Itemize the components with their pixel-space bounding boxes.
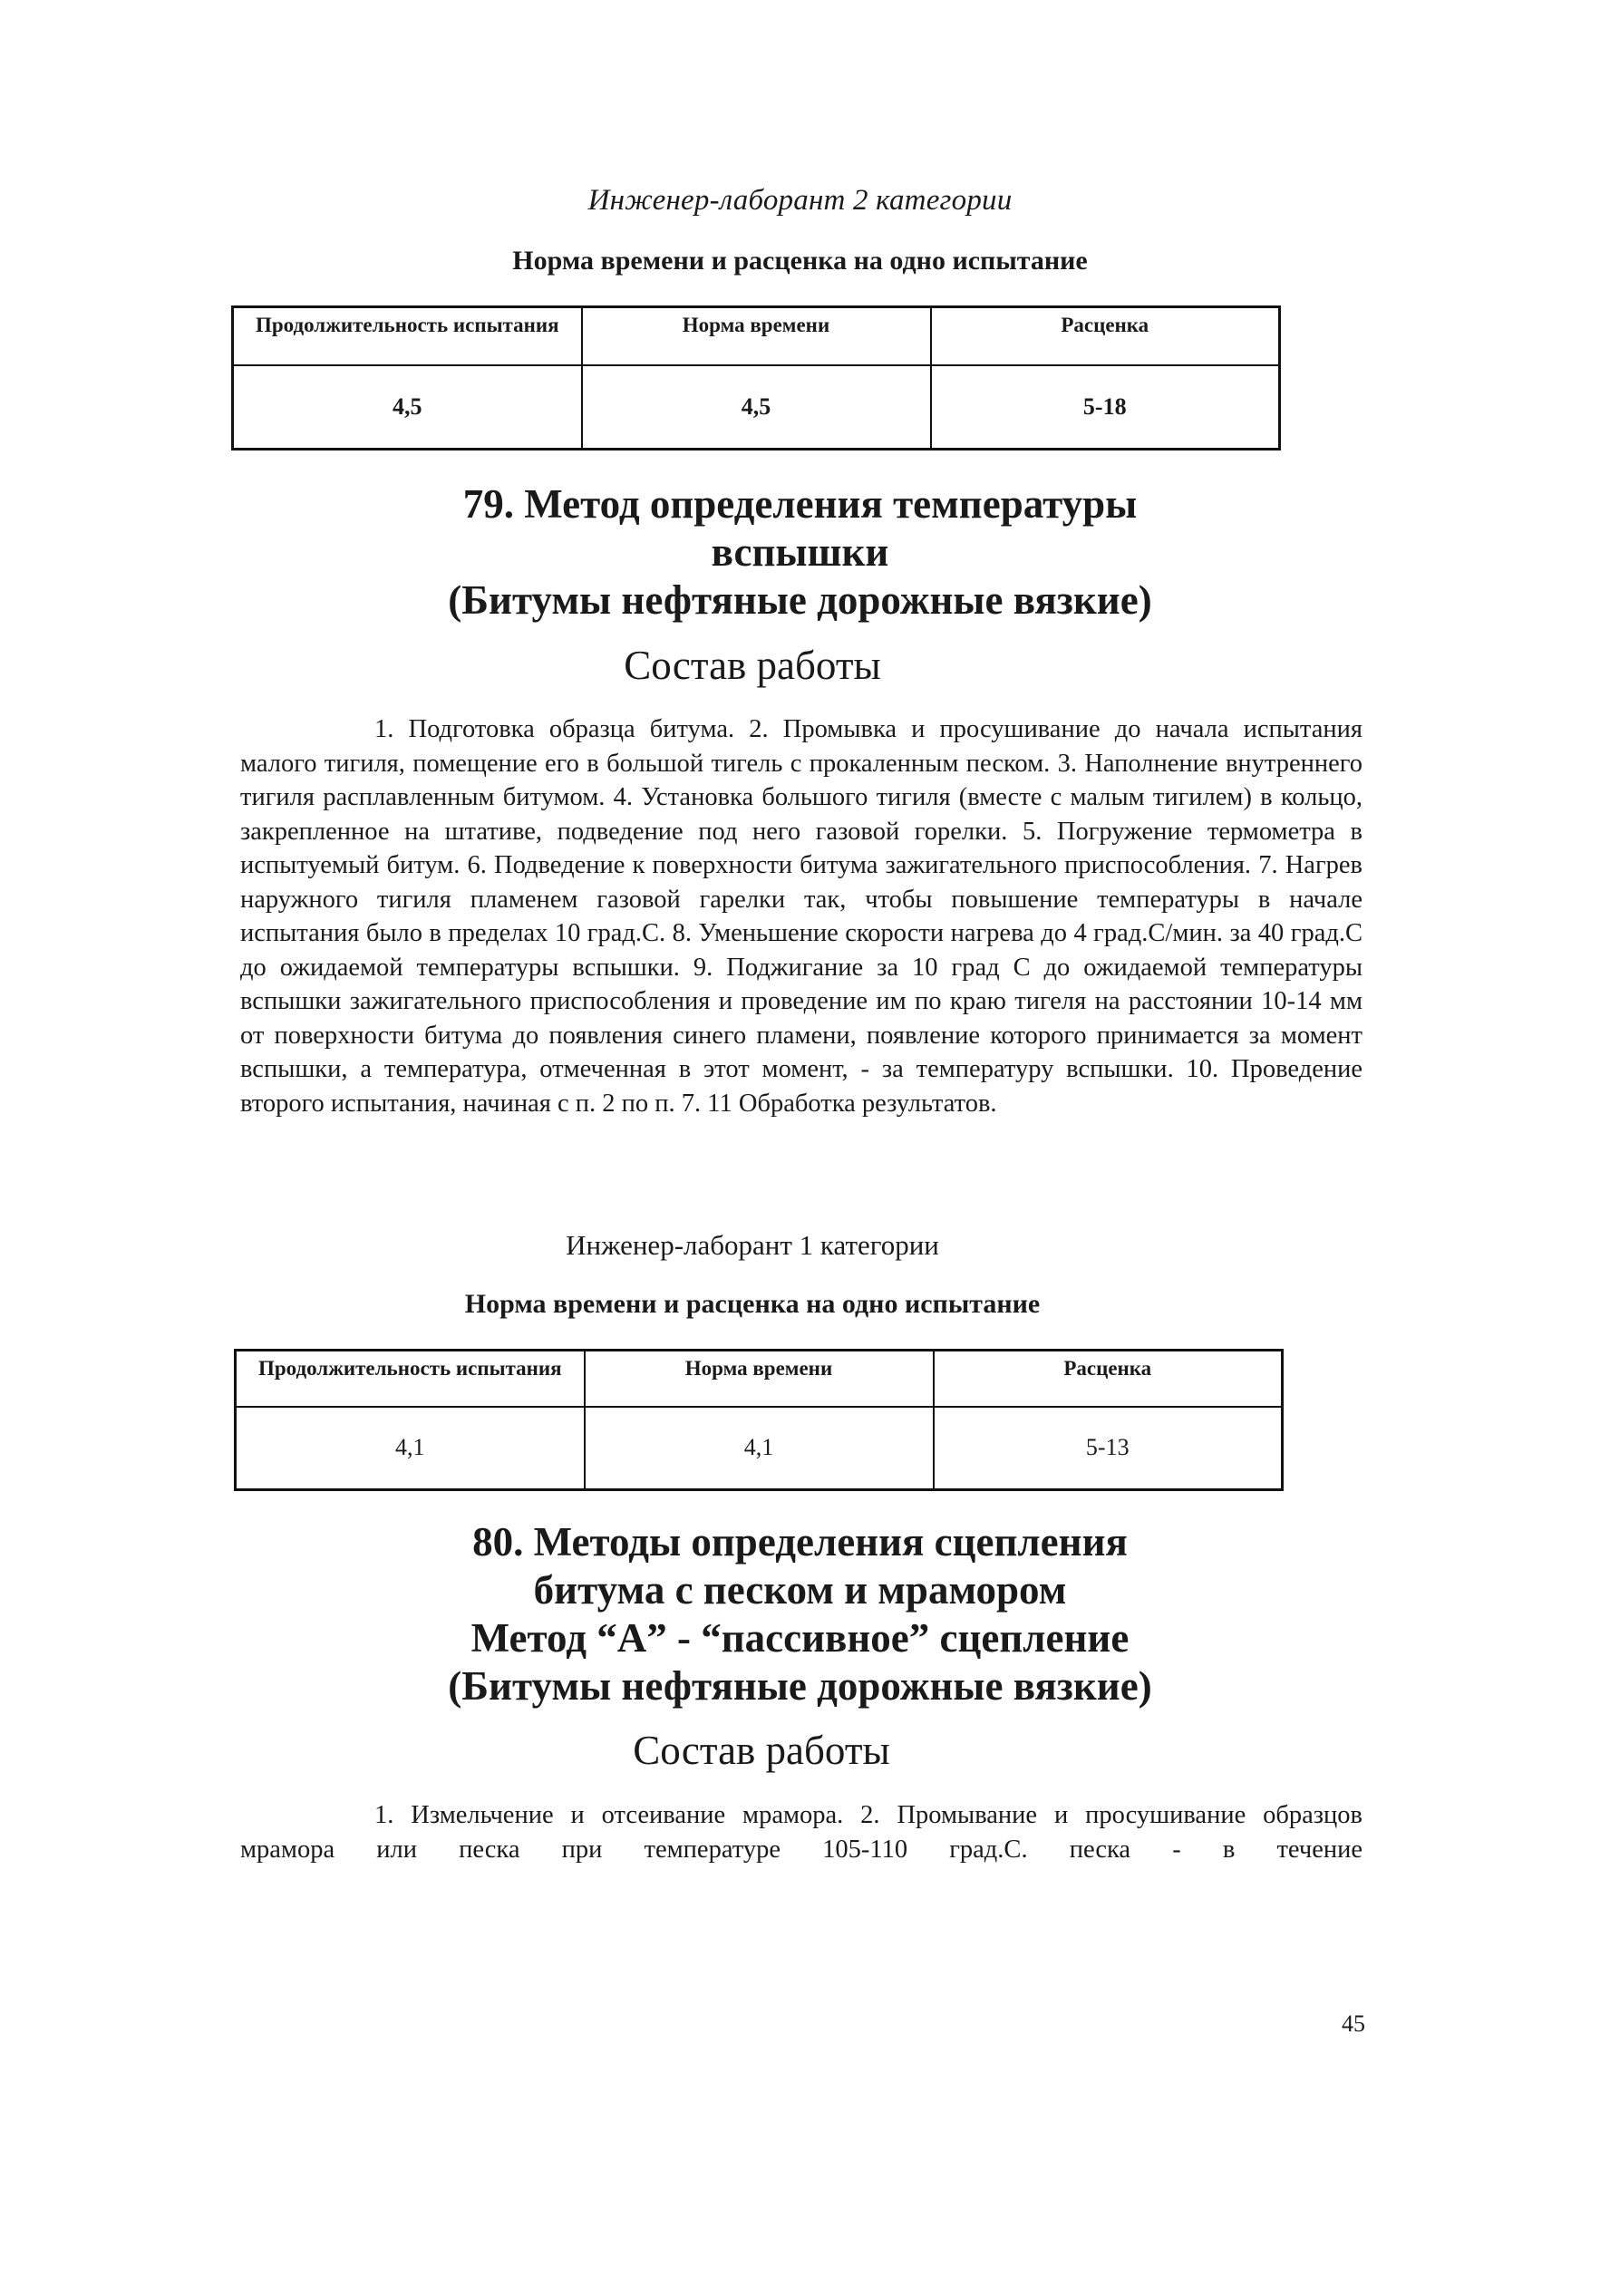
cell-time-norm: 4,1 [585, 1407, 934, 1490]
engineer-category-caption: Инженер-лаборант 2 категории [587, 184, 1013, 217]
section-80-body [240, 1798, 1362, 1866]
cell-time-norm: 4,5 [582, 365, 931, 450]
table-row [236, 1407, 1283, 1490]
header-rate: Расценка [931, 307, 1280, 365]
section-80-heading-line: Метод “А” - “пассивное” сцепление [470, 1615, 1130, 1661]
section-80-heading [0, 1518, 1600, 1710]
section-79-heading-line: 79. Метод определения температуры [462, 481, 1138, 527]
cell-rate: 5-13 [934, 1407, 1283, 1490]
header-time-norm: Норма времени [582, 307, 931, 365]
table-row [233, 365, 1280, 450]
norm-table [231, 305, 1281, 450]
section-80-heading-line: (Битумы нефтяные дорожные вязкие) [448, 1663, 1152, 1709]
norm-table [234, 1349, 1284, 1491]
page-number: 45 [1342, 2010, 1365, 2037]
cell-duration: 4,1 [236, 1407, 585, 1490]
header-duration: Продолжительность испытания [236, 1351, 585, 1407]
cell-duration: 4,5 [233, 365, 582, 450]
section-80-body-text: 1. Измельчение и отсеивание мрамора. 2. Промывание и просушивание образцов мрамора или песка при температуре 105-110 град.С. песка - в течение [240, 1801, 1362, 1864]
section-79-heading-line: вспышки [711, 529, 889, 575]
section-79-subheading: Состав работы [624, 643, 881, 688]
section-79-heading-line: (Битумы нефтяные дорожные вязкие) [448, 577, 1152, 623]
table-header-row [236, 1351, 1283, 1407]
section-80-heading-line: битума с песком и мрамором [533, 1567, 1067, 1613]
header-rate: Расценка [934, 1351, 1283, 1407]
section-80-subheading: Состав работы [633, 1728, 890, 1773]
section-80-heading-line: 80. Методы определения сцепления [472, 1519, 1128, 1565]
header-duration: Продолжительность испытания [233, 307, 582, 365]
header-time-norm: Норма времени [585, 1351, 934, 1407]
table-title: Норма времени и расценка на одно испытание [464, 1289, 1041, 1319]
section-79-heading [0, 480, 1600, 625]
section-79-body [240, 712, 1362, 1120]
table-header-row [233, 307, 1280, 365]
cell-rate: 5-18 [931, 365, 1280, 450]
section-79-body-text: 1. Подготовка образца битума. 2. Промывка и просушивание до начала испытания малого тигиля, помещение его в большой тигель с прокаленным песком. 3. Наполнение внутреннего тигиля расплавленным битумом. 4. Установка большого тигиля (вместе с малым тигилем) в кольцо, закрепленное на штативе, подведение под него газовой горелки. 5. Погружение термометра в испытуемый битум. 6. Подведение к поверхности битума зажигательного приспособления. 7. Нагрев наружного тигиля пламенем газовой гарелки так, чтобы повышение температуры в начале испытания было в пределах 10 град.С. 8. Уменьшение скорости нагрева до 4 град.С/мин. за 40 град.С до ожидаемой температуры вспышки. 9. Поджигание за 10 град С до ожидаемой температуры вспышки зажигательного приспособления и проведение им по краю тигеля на расстоянии 10-14 мм от поверхности битума до появления синего пламени, появление которого принимается за момент вспышки, а температура, отмеченная в этот момент, - за температуру вспышки. 10. Проведение второго испытания, начиная с п. 2 по п. 7. 11 Обработка результатов. [240, 715, 1362, 1118]
table-title: Норма времени и расценка на одно испытание [512, 246, 1088, 276]
engineer-category-caption: Инженер-лаборант 1 категории [566, 1229, 939, 1261]
